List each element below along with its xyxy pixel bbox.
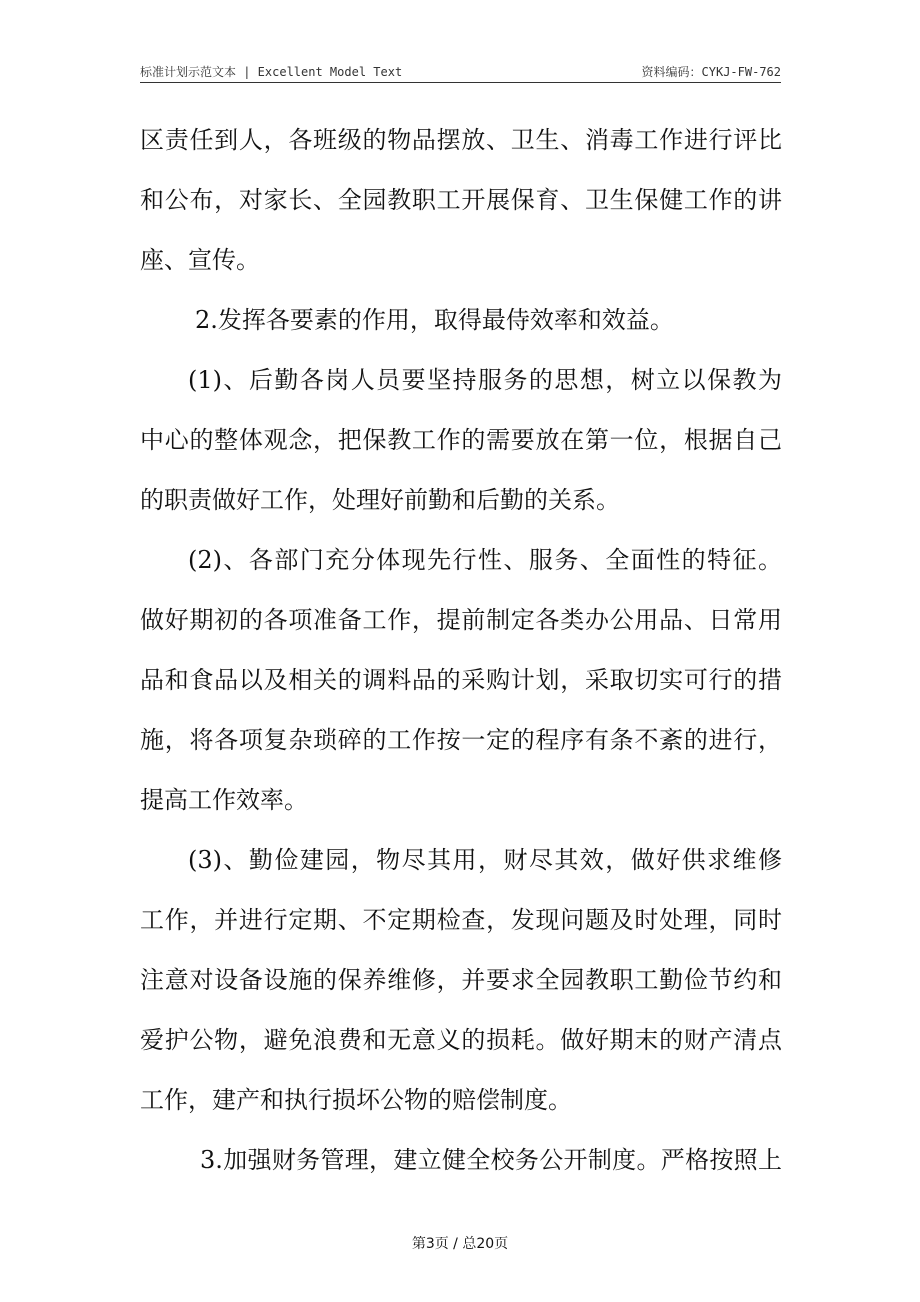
text-line: 工作，建产和执行损坏公物的赔偿制度。 — [140, 1086, 572, 1114]
text-line: 和公布，对家长、全园教职工开展保育、卫生保健工作的讲 — [140, 186, 782, 214]
text-line: (1)、后勤各岗人员要坚持服务的思想，树立以保教为 — [188, 366, 782, 394]
page-header — [140, 60, 781, 83]
text-line: 2.发挥各要素的作用，取得最侍效率和效益。 — [195, 306, 674, 334]
text-line: 中心的整体观念，把保教工作的需要放在第一位，根据自己 — [140, 426, 782, 454]
text-line: 爱护公物，避免浪费和无意义的损耗。做好期末的财产清点 — [140, 1026, 782, 1054]
text-line: 的职责做好工作，处理好前勤和后勤的关系。 — [140, 486, 620, 514]
text-line: 品和食品以及相关的调料品的采购计划，采取切实可行的措 — [140, 666, 782, 694]
text-line: 施，将各项复杂琐碎的工作按一定的程序有条不紊的进行， — [140, 726, 782, 754]
text-line: 做好期初的各项准备工作，提前制定各类办公用品、日常用 — [140, 606, 782, 634]
header-document-code: 资料编码：CYKJ-FW-762 — [641, 65, 781, 79]
text-line: 区责任到人，各班级的物品摆放、卫生、消毒工作进行评比 — [140, 126, 782, 154]
text-line: (2)、各部门充分体现先行性、服务、全面性的特征。 — [188, 546, 782, 574]
text-line: 3.加强财务管理，建立健全校务公开制度。严格按照上 — [200, 1146, 782, 1174]
text-line: 注意对设备设施的保养维修，并要求全园教职工勤俭节约和 — [140, 966, 782, 994]
text-line: 提高工作效率。 — [140, 786, 308, 814]
text-line: (3)、勤俭建园，物尽其用，财尽其效，做好供求维修 — [188, 846, 782, 874]
text-line: 工作，并进行定期、不定期检查，发现问题及时处理，同时 — [140, 906, 782, 934]
text-line: 座、宣传。 — [140, 246, 260, 274]
header-title: 标准计划示范文本 | Excellent Model Text — [140, 65, 403, 79]
page-number: 第3页 / 总20页 — [411, 1236, 509, 1252]
